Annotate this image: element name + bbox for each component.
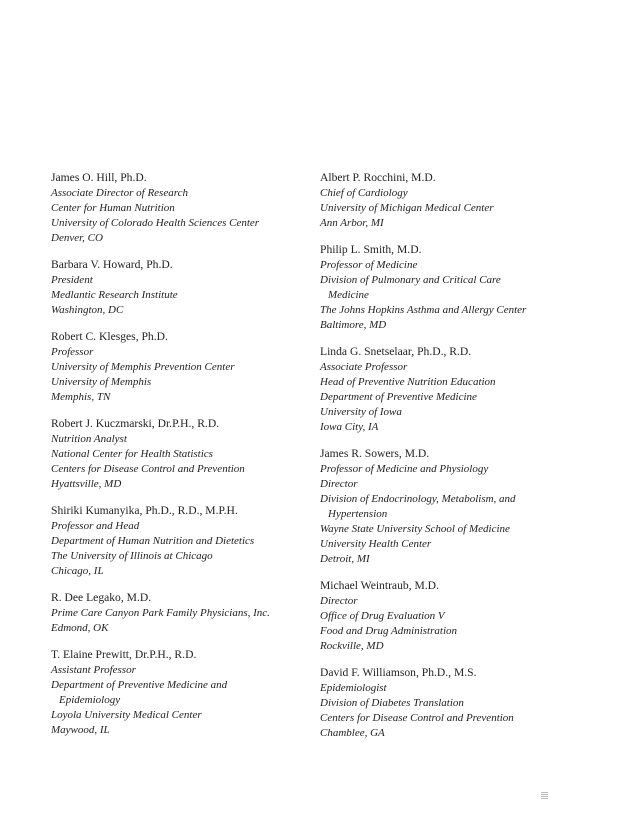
member-entry [51,590,313,636]
member-affiliation-line: Chicago, IL [51,565,104,577]
member-name: Shiriki Kumanyika, Ph.D., R.D., M.P.H. [51,504,238,517]
member-name: Linda G. Snetselaar, Ph.D., R.D. [320,345,472,358]
member-affiliation-line: Ann Arbor, MI [320,217,384,229]
member-affiliation-line: Maywood, IL [51,724,110,736]
member-affiliation-line: Nutrition Analyst [51,433,127,445]
member-name: Albert P. Rocchini, M.D. [320,171,436,184]
member-affiliation-line: Medicine [328,289,369,301]
right-column [320,170,620,752]
member-affiliation-line: President [51,274,93,286]
left-column [51,170,313,749]
member-entry [51,647,313,738]
member-affiliation-line: The Johns Hopkins Asthma and Allergy Center [320,304,527,316]
member-affiliation-line: Prime Care Canyon Park Family Physicians, Inc. [51,607,270,619]
member-affiliation-line: Epidemiology [59,694,121,706]
member-affiliation-line: The University of Illinois at Chicago [51,550,213,562]
member-affiliation-line: University of Memphis [51,376,152,388]
member-affiliation-line: National Center for Health Statistics [51,448,213,460]
member-affiliation-line: Department of Human Nutrition and Dietetics [51,535,255,547]
member-affiliation-line: Director [320,478,358,490]
member-entry [320,446,620,567]
member-entry [51,257,313,318]
member-affiliation-line: Loyola University Medical Center [51,709,202,721]
member-affiliation-line: Chief of Cardiology [320,187,408,199]
member-affiliation-line: Hyattsville, MD [51,478,122,490]
member-affiliation-line: Assistant Professor [51,664,136,676]
member-entry [320,578,620,654]
member-affiliation-line: Centers for Disease Control and Prevention [320,712,514,724]
member-affiliation-line: Department of Preventive Medicine and [51,679,228,691]
member-affiliation-line: University of Iowa [320,406,402,418]
member-name: R. Dee Legako, M.D. [51,591,152,604]
member-affiliation-line: Centers for Disease Control and Prevention [51,463,245,475]
member-affiliation-line: Division of Diabetes Translation [320,697,464,709]
member-affiliation-line: Detroit, MI [320,553,370,565]
member-affiliation-line: Baltimore, MD [320,319,387,331]
member-entry [320,170,620,231]
member-affiliation-line: University Health Center [320,538,432,550]
member-name: Philip L. Smith, M.D. [320,243,422,256]
member-affiliation-line: Division of Pulmonary and Critical Care [320,274,501,286]
member-affiliation-line: Center for Human Nutrition [51,202,175,214]
member-affiliation-line: Office of Drug Evaluation V [320,610,445,622]
member-entry [51,329,313,405]
member-name: Barbara V. Howard, Ph.D. [51,258,173,271]
member-affiliation-line: Director [320,595,358,607]
member-affiliation-line: Hypertension [328,508,388,520]
member-name: Robert C. Klesges, Ph.D. [51,330,168,343]
member-name: David F. Williamson, Ph.D., M.S. [320,666,477,679]
page-marker-icon [541,792,548,799]
member-affiliation-line: Department of Preventive Medicine [320,391,477,403]
member-affiliation-line: Professor of Medicine [320,259,418,271]
member-affiliation-line: Professor of Medicine and Physiology [320,463,489,475]
member-name: T. Elaine Prewitt, Dr.P.H., R.D. [51,648,197,661]
member-affiliation-line: Food and Drug Administration [320,625,458,637]
member-affiliation-line: Edmond, OK [51,622,109,634]
member-affiliation-line: Professor and Head [51,520,140,532]
member-affiliation-line: Professor [51,346,94,358]
member-affiliation-line: University of Colorado Health Sciences Center [51,217,260,229]
member-entry [51,503,313,579]
member-affiliation-line: Associate Professor [320,361,408,373]
member-entry [51,170,313,246]
member-name: Robert J. Kuczmarski, Dr.P.H., R.D. [51,417,220,430]
member-entry [320,344,620,435]
member-affiliation-line: Washington, DC [51,304,124,316]
member-affiliation-line: Epidemiologist [320,682,387,694]
member-affiliation-line: Head of Preventive Nutrition Education [320,376,496,388]
member-affiliation-line: Medlantic Research Institute [51,289,178,301]
member-name: James R. Sowers, M.D. [320,447,430,460]
member-affiliation-line: University of Memphis Prevention Center [51,361,235,373]
member-affiliation-line: Rockville, MD [320,640,384,652]
member-affiliation-line: Iowa City, IA [320,421,379,433]
member-affiliation-line: Denver, CO [51,232,103,244]
member-affiliation-line: Memphis, TN [51,391,111,403]
member-entry [320,242,620,333]
member-affiliation-line: Division of Endocrinology, Metabolism, and [320,493,516,505]
member-affiliation-line: Wayne State University School of Medicine [320,523,510,535]
member-affiliation-line: Chamblee, GA [320,727,385,739]
member-affiliation-line: Associate Director of Research [51,187,188,199]
member-entry [51,416,313,492]
member-affiliation-line: University of Michigan Medical Center [320,202,494,214]
member-name: Michael Weintraub, M.D. [320,579,439,592]
member-entry [320,665,620,741]
member-name: James O. Hill, Ph.D. [51,171,147,184]
